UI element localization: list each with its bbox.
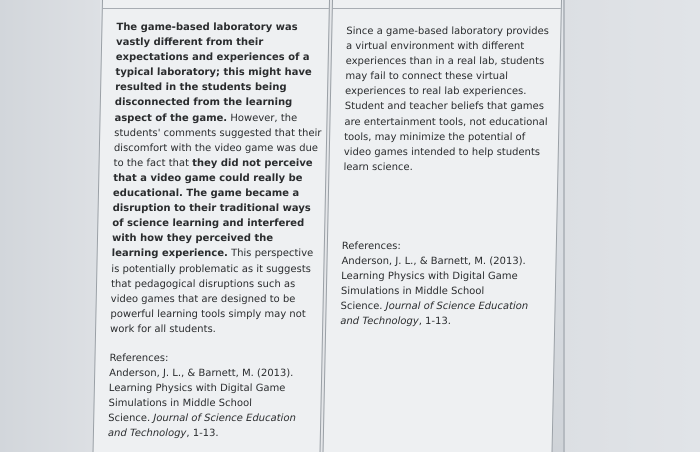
text-line [109, 351, 317, 366]
text-line [346, 24, 549, 39]
text-line [108, 396, 316, 411]
text-run: is potentially problematic as it suggests [111, 263, 312, 275]
text-run: tools, may minimize the potential of [344, 131, 526, 143]
text-run: Anderson, J. L., & Barnett, M. (2013). [109, 368, 294, 380]
text-line [111, 262, 319, 277]
text-line [110, 322, 318, 337]
text-run: that pedagogical disruptions such as [110, 278, 296, 290]
text-line [346, 39, 549, 54]
text-run: This perspective [227, 248, 314, 260]
text-line [114, 141, 322, 156]
italic-text: and Technology [107, 428, 187, 440]
text-line [113, 171, 321, 186]
text-line [109, 366, 317, 381]
text-run: References: [341, 240, 401, 252]
text-line [340, 299, 543, 314]
text-run: Simulations in Middle School [340, 286, 485, 298]
text-line [111, 292, 319, 307]
text-line [116, 35, 324, 50]
text-line [116, 50, 324, 65]
text-run: experiences than in a real lab, students [345, 56, 545, 68]
text-run: Science. [108, 413, 154, 425]
text-run: to the fact that [113, 157, 193, 169]
text-run: video games that are designed to be [110, 293, 296, 305]
bold-text: expectations and experiences of a [115, 52, 310, 64]
text-line [346, 54, 549, 69]
text-line [344, 145, 547, 160]
text-run: may fail to connect these virtual [345, 71, 509, 83]
table-right-edge [563, 0, 565, 452]
bold-text: disconnected from the learning [114, 97, 293, 109]
bold-text: educational. The game became a [112, 188, 300, 200]
text-run: However, the [227, 112, 298, 124]
bold-text: learning experience. [111, 248, 228, 260]
text-line [111, 277, 319, 292]
text-line [112, 216, 320, 231]
italic-text: Journal of Science Education [385, 301, 529, 313]
text-run: Learning Physics with Digital Game [341, 271, 518, 283]
text-line [112, 246, 320, 261]
text-run: Science. [340, 301, 386, 313]
text-line [344, 130, 547, 145]
text-run: Student and teacher beliefs that games [344, 101, 545, 113]
document-table [93, 0, 562, 452]
text-run: learn science. [343, 161, 413, 173]
left-cell-references [108, 351, 317, 442]
bold-text: of science learning and interfered [112, 218, 305, 230]
text-line [344, 115, 547, 130]
italic-text: Journal of Science Education [153, 413, 296, 425]
left-cell-body [110, 20, 324, 337]
text-line [116, 20, 324, 35]
text-line [115, 65, 323, 80]
text-run: Learning Physics with Digital Game [108, 383, 286, 395]
background-left [0, 0, 100, 452]
text-line [345, 69, 548, 84]
text-line [112, 201, 320, 216]
bold-text: vastly different from their [115, 37, 264, 49]
text-run: work for all students. [109, 323, 217, 335]
background-right [563, 0, 700, 452]
text-run: , 1-13. [186, 428, 219, 440]
bold-text: typical laboratory; this might have [115, 67, 312, 79]
text-run: powerful learning tools simply may not [110, 308, 306, 320]
text-line [114, 126, 322, 141]
bold-text: with how they perceived the [111, 233, 274, 245]
text-run: are entertainment tools, not educational [344, 116, 548, 128]
text-line [341, 254, 544, 269]
text-line [343, 160, 546, 175]
bold-text: they did not perceive [192, 157, 313, 169]
text-line [113, 186, 321, 201]
bold-text: resulted in the students being [115, 82, 287, 94]
text-line [110, 307, 318, 322]
text-run: Anderson, J. L., & Barnett, M. (2013). [341, 256, 526, 268]
text-run: experiences to real lab experiences. [344, 86, 527, 98]
text-line [115, 95, 323, 110]
text-line [109, 381, 317, 396]
text-line [345, 84, 548, 99]
text-run: students' comments suggested that their [114, 127, 322, 139]
text-run: discomfort with the video game was due [113, 142, 319, 154]
right-cell-references [340, 239, 545, 330]
text-line [108, 411, 316, 426]
left-cell [108, 20, 324, 442]
italic-text: and Technology [340, 316, 419, 328]
text-line [108, 426, 316, 441]
text-run: Since a game-based laboratory provides [346, 26, 550, 37]
text-line [112, 231, 320, 246]
text-run: , 1-13. [418, 316, 452, 328]
text-run: a virtual environment with different [345, 41, 525, 53]
text-line [114, 111, 322, 126]
bold-text: The game-based laboratory was [116, 22, 298, 33]
text-line [113, 156, 321, 171]
text-line [340, 314, 543, 329]
right-cell-gap [342, 175, 546, 239]
right-cell-body [343, 24, 549, 175]
left-cell-gap [110, 337, 318, 351]
bold-text: that a video game could really be [113, 172, 303, 184]
text-run: References: [109, 352, 169, 364]
text-line [345, 99, 548, 114]
text-line [342, 239, 545, 254]
right-cell [340, 24, 550, 330]
bold-text: disruption to their traditional ways [112, 203, 311, 215]
text-run: video games intended to help students [343, 146, 541, 158]
text-line [341, 284, 544, 299]
text-run: Simulations in Middle School [108, 398, 253, 410]
text-line [341, 269, 544, 284]
bold-text: aspect of the game. [114, 112, 228, 124]
text-line [115, 80, 323, 95]
